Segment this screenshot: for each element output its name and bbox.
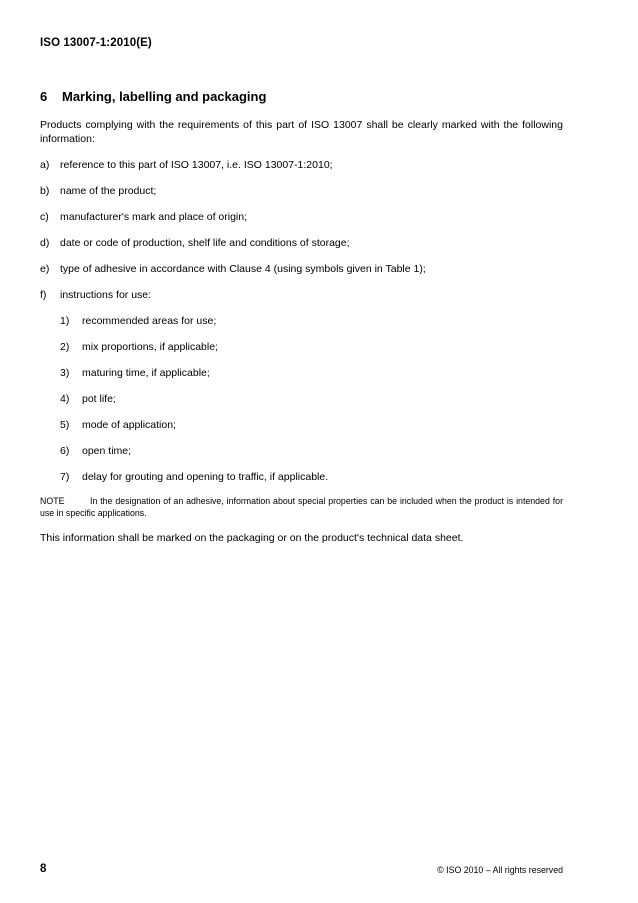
sub-list-item-text: maturing time, if applicable; (82, 367, 210, 379)
list-item (40, 262, 563, 276)
list-item-label: d) (40, 237, 50, 249)
list-item-text: date or code of production, shelf life and conditions of storage; (60, 237, 350, 249)
list-item-text: type of adhesive in accordance with Clause 4 (using symbols given in Table 1); (60, 263, 426, 275)
sub-list-item-text: mode of application; (82, 419, 176, 431)
list-item-text: reference to this part of ISO 13007, i.e. ISO 13007-1:2010; (60, 159, 333, 171)
sub-list-item-label: 5) (60, 419, 70, 431)
sub-list-item (60, 392, 563, 406)
clause-body (40, 118, 563, 545)
sub-list-item (60, 418, 563, 432)
page-number: 8 (40, 863, 47, 875)
list-item-label: a) (40, 159, 50, 171)
document-header-id: ISO 13007-1:2010(E) (40, 37, 152, 49)
sub-list-item-text: open time; (82, 445, 132, 457)
note-label: NOTE (40, 496, 65, 506)
sub-list (60, 314, 563, 484)
list-item (40, 158, 563, 172)
sub-list-item (60, 470, 563, 484)
copyright-notice: © ISO 2010 – All rights reserved (437, 865, 563, 875)
sub-list-item-text: mix proportions, if applicable; (82, 341, 218, 353)
clause-number: 6 (40, 89, 48, 104)
sub-list-item-text: delay for grouting and opening to traffic, if applicable. (82, 471, 329, 483)
sub-list-item-label: 3) (60, 367, 70, 379)
sub-list-item-label: 4) (60, 393, 70, 405)
list-item (40, 288, 563, 302)
sub-list-item-text: recommended areas for use; (82, 315, 217, 327)
sub-list-item (60, 444, 563, 458)
closing-paragraph: This information shall be marked on the packaging or on the product's technical data sheet. (40, 532, 464, 544)
note (40, 495, 563, 519)
list-item-text: name of the product; (60, 185, 157, 197)
sub-list-item (60, 340, 563, 354)
sub-list-item (60, 366, 563, 380)
clause-heading (40, 89, 266, 104)
list-item-text: manufacturer's mark and place of origin; (60, 211, 248, 223)
sub-list-item-label: 1) (60, 315, 70, 327)
clause-title: Marking, labelling and packaging (62, 89, 267, 104)
list-item (40, 210, 563, 224)
list-item-label: c) (40, 211, 49, 223)
list-item-label: b) (40, 185, 50, 197)
note-text: In the designation of an adhesive, information about special properties can be included when the product is intended for use in specific applications. (40, 496, 563, 518)
list-item (40, 184, 563, 198)
list-item-label: f) (40, 289, 47, 301)
list-item-text: instructions for use: (60, 289, 152, 301)
sub-list-item-text: pot life; (82, 393, 116, 405)
list-item (40, 236, 563, 250)
list-item-label: e) (40, 263, 50, 275)
sub-list-item (60, 314, 563, 328)
sub-list-item-label: 6) (60, 445, 70, 457)
clause-intro: Products complying with the requirements of this part of ISO 13007 shall be clearly marked with the following information: (40, 119, 563, 145)
sub-list-item-label: 2) (60, 341, 70, 353)
sub-list-item-label: 7) (60, 471, 70, 483)
